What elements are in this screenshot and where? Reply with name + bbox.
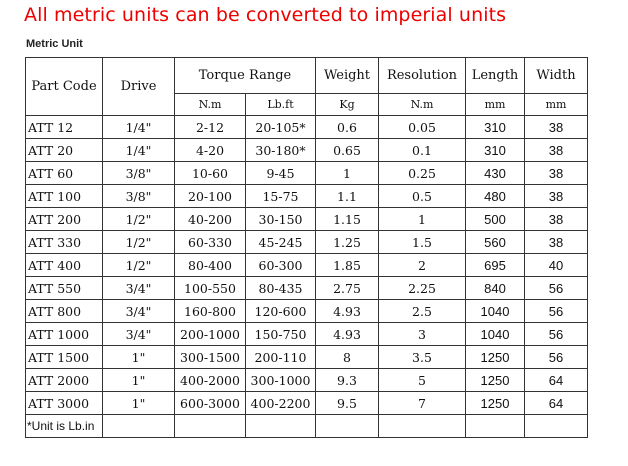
cell-part-code: ATT 330 [26, 231, 103, 254]
cell-resolution: 0.1 [379, 139, 466, 162]
cell-part-code: ATT 200 [26, 208, 103, 231]
unit-weight: Kg [316, 94, 379, 116]
cell-drive: 1/4" [103, 139, 175, 162]
cell-part-code: ATT 800 [26, 300, 103, 323]
empty-cell [525, 415, 588, 438]
unit-torque-nm: N.m [175, 94, 246, 116]
cell-torque-lbft: 80-435 [246, 277, 316, 300]
cell-torque-nm: 4-20 [175, 139, 246, 162]
cell-width: 38 [525, 208, 588, 231]
cell-weight: 1.15 [316, 208, 379, 231]
table-row [26, 208, 588, 231]
cell-drive: 3/4" [103, 277, 175, 300]
cell-resolution: 2.25 [379, 277, 466, 300]
empty-cell [175, 415, 246, 438]
cell-drive: 3/4" [103, 323, 175, 346]
table-row [26, 254, 588, 277]
cell-width: 56 [525, 346, 588, 369]
cell-torque-nm: 200-1000 [175, 323, 246, 346]
cell-torque-lbft: 120-600 [246, 300, 316, 323]
cell-width: 38 [525, 162, 588, 185]
cell-weight: 1 [316, 162, 379, 185]
table-row [26, 300, 588, 323]
cell-resolution: 3 [379, 323, 466, 346]
empty-cell [466, 415, 525, 438]
cell-weight: 4.93 [316, 323, 379, 346]
cell-width: 64 [525, 392, 588, 415]
cell-drive: 3/4" [103, 300, 175, 323]
cell-drive: 1/2" [103, 231, 175, 254]
cell-resolution: 1.5 [379, 231, 466, 254]
cell-width: 38 [525, 139, 588, 162]
cell-length: 1250 [466, 346, 525, 369]
cell-length: 430 [466, 162, 525, 185]
cell-resolution: 0.25 [379, 162, 466, 185]
cell-drive: 3/8" [103, 162, 175, 185]
page-headline: All metric units can be converted to imperial units [24, 4, 507, 26]
table-row [26, 369, 588, 392]
cell-length: 1040 [466, 323, 525, 346]
footnote-row [26, 415, 588, 438]
cell-part-code: ATT 3000 [26, 392, 103, 415]
cell-weight: 8 [316, 346, 379, 369]
cell-length: 840 [466, 277, 525, 300]
cell-drive: 1/2" [103, 254, 175, 277]
cell-width: 38 [525, 116, 588, 139]
spec-table [25, 57, 588, 438]
cell-width: 56 [525, 300, 588, 323]
cell-torque-nm: 20-100 [175, 185, 246, 208]
cell-part-code: ATT 20 [26, 139, 103, 162]
header-resolution: Resolution [379, 58, 466, 94]
cell-torque-nm: 60-330 [175, 231, 246, 254]
cell-torque-nm: 10-60 [175, 162, 246, 185]
cell-resolution: 3.5 [379, 346, 466, 369]
table-subheading: Metric Unit [26, 38, 83, 50]
cell-resolution: 0.5 [379, 185, 466, 208]
footnote: *Unit is Lb.in [26, 415, 103, 438]
cell-torque-lbft: 9-45 [246, 162, 316, 185]
cell-width: 38 [525, 185, 588, 208]
cell-width: 56 [525, 277, 588, 300]
cell-resolution: 5 [379, 369, 466, 392]
cell-width: 40 [525, 254, 588, 277]
cell-torque-nm: 100-550 [175, 277, 246, 300]
table-row [26, 323, 588, 346]
unit-length: mm [466, 94, 525, 116]
cell-weight: 2.75 [316, 277, 379, 300]
cell-part-code: ATT 550 [26, 277, 103, 300]
cell-torque-lbft: 400-2200 [246, 392, 316, 415]
cell-drive: 1/2" [103, 208, 175, 231]
cell-weight: 0.6 [316, 116, 379, 139]
cell-torque-lbft: 300-1000 [246, 369, 316, 392]
cell-width: 38 [525, 231, 588, 254]
cell-torque-nm: 160-800 [175, 300, 246, 323]
table-row [26, 139, 588, 162]
cell-part-code: ATT 2000 [26, 369, 103, 392]
cell-part-code: ATT 100 [26, 185, 103, 208]
cell-length: 1250 [466, 369, 525, 392]
cell-torque-lbft: 200-110 [246, 346, 316, 369]
cell-torque-nm: 40-200 [175, 208, 246, 231]
cell-resolution: 2 [379, 254, 466, 277]
header-width: Width [525, 58, 588, 94]
cell-torque-nm: 400-2000 [175, 369, 246, 392]
cell-length: 1040 [466, 300, 525, 323]
empty-cell [316, 415, 379, 438]
table-row [26, 116, 588, 139]
table-row [26, 392, 588, 415]
cell-weight: 1.25 [316, 231, 379, 254]
table-row [26, 162, 588, 185]
cell-drive: 1/4" [103, 116, 175, 139]
empty-cell [103, 415, 175, 438]
cell-resolution: 0.05 [379, 116, 466, 139]
unit-torque-lbft: Lb.ft [246, 94, 316, 116]
cell-torque-nm: 600-3000 [175, 392, 246, 415]
cell-drive: 1" [103, 392, 175, 415]
empty-cell [246, 415, 316, 438]
cell-torque-lbft: 30-150 [246, 208, 316, 231]
cell-length: 500 [466, 208, 525, 231]
cell-resolution: 7 [379, 392, 466, 415]
header-weight: Weight [316, 58, 379, 94]
cell-part-code: ATT 400 [26, 254, 103, 277]
unit-resolution: N.m [379, 94, 466, 116]
cell-length: 695 [466, 254, 525, 277]
cell-part-code: ATT 1500 [26, 346, 103, 369]
cell-length: 560 [466, 231, 525, 254]
cell-torque-lbft: 45-245 [246, 231, 316, 254]
cell-resolution: 2.5 [379, 300, 466, 323]
cell-length: 480 [466, 185, 525, 208]
cell-weight: 4.93 [316, 300, 379, 323]
empty-cell [379, 415, 466, 438]
cell-drive: 3/8" [103, 185, 175, 208]
cell-torque-nm: 300-1500 [175, 346, 246, 369]
cell-part-code: ATT 12 [26, 116, 103, 139]
cell-weight: 1.85 [316, 254, 379, 277]
cell-part-code: ATT 60 [26, 162, 103, 185]
cell-weight: 9.5 [316, 392, 379, 415]
cell-length: 310 [466, 139, 525, 162]
table-row [26, 185, 588, 208]
header-torque-range: Torque Range [175, 58, 316, 94]
cell-drive: 1" [103, 346, 175, 369]
cell-weight: 1.1 [316, 185, 379, 208]
cell-torque-lbft: 15-75 [246, 185, 316, 208]
unit-width: mm [525, 94, 588, 116]
cell-width: 56 [525, 323, 588, 346]
table-row [26, 346, 588, 369]
cell-width: 64 [525, 369, 588, 392]
cell-length: 310 [466, 116, 525, 139]
cell-torque-lbft: 20-105* [246, 116, 316, 139]
cell-weight: 9.3 [316, 369, 379, 392]
table-row [26, 231, 588, 254]
cell-torque-lbft: 150-750 [246, 323, 316, 346]
cell-part-code: ATT 1000 [26, 323, 103, 346]
cell-torque-nm: 2-12 [175, 116, 246, 139]
cell-drive: 1" [103, 369, 175, 392]
cell-resolution: 1 [379, 208, 466, 231]
table-row [26, 277, 588, 300]
cell-torque-lbft: 60-300 [246, 254, 316, 277]
header-drive: Drive [103, 58, 175, 116]
cell-weight: 0.65 [316, 139, 379, 162]
cell-torque-nm: 80-400 [175, 254, 246, 277]
cell-torque-lbft: 30-180* [246, 139, 316, 162]
header-length: Length [466, 58, 525, 94]
header-part-code: Part Code [26, 58, 103, 116]
cell-length: 1250 [466, 392, 525, 415]
